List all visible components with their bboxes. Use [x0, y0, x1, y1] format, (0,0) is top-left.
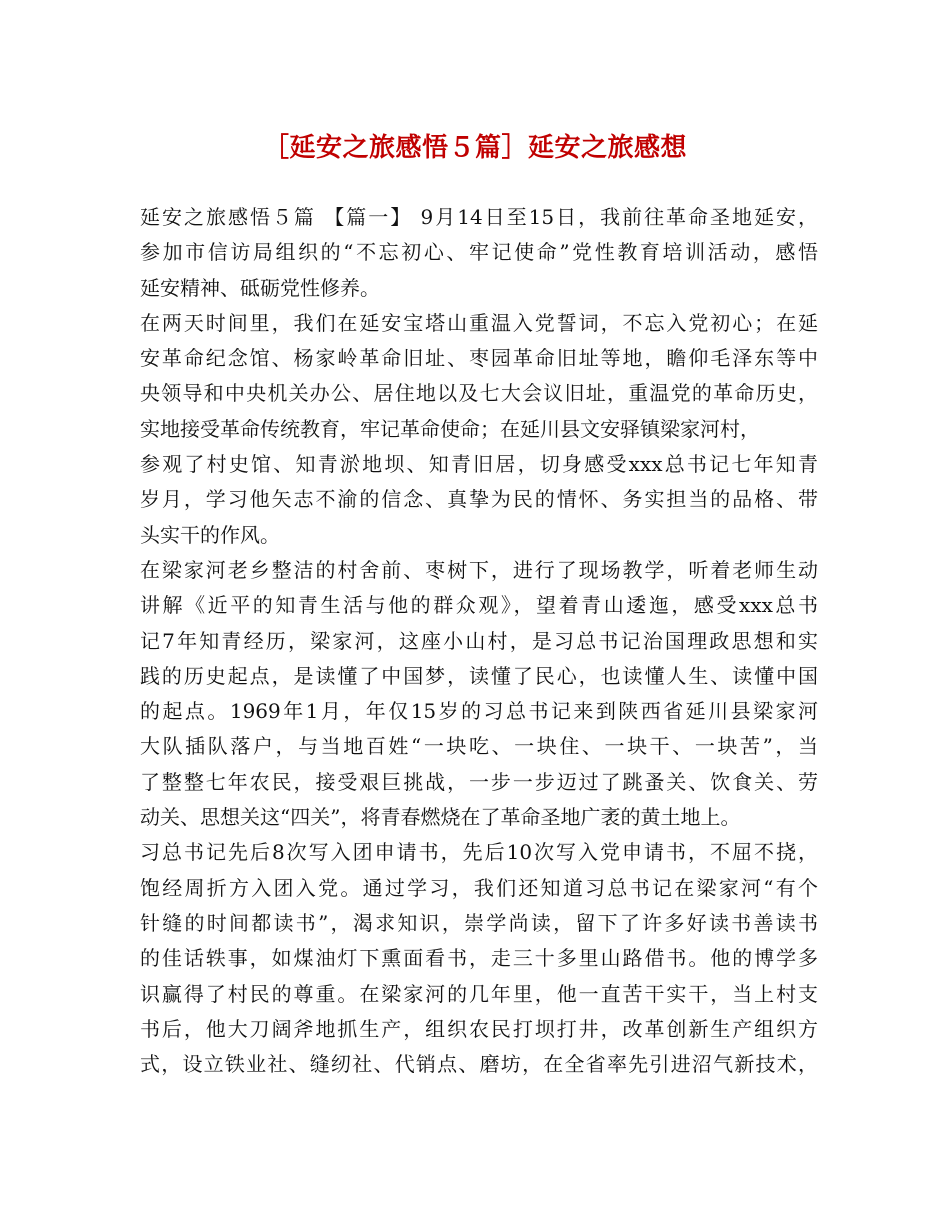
- text-line: 安革命纪念馆、杨家岭革命旧址、枣园革命旧址等地，瞻仰毛泽东等中: [140, 346, 818, 371]
- text-line: 大队插队落户，与当地百姓“一块吃、一块住、一块干、一块苦”，当: [140, 734, 818, 759]
- text-line: 的佳话轶事，如煤油灯下熏面看书，走三十多里山路借书。他的博学多: [140, 946, 818, 971]
- text-line: 了整整七年农民，接受艰巨挑战，一步一步迈过了跳蚤关、饮食关、劳: [140, 769, 818, 794]
- text-line: 动关、思想关这“四关”，将青春燃烧在了革命圣地广袤的黄土地上。: [140, 805, 741, 830]
- text-line: 饱经周折方入团入党。通过学习，我们还知道习总书记在梁家河“有个: [140, 875, 818, 900]
- text-line: 央领导和中央机关办公、居住地以及七大会议旧址，重温党的革命历史，: [140, 381, 818, 406]
- text-line: 岁月，学习他矢志不渝的信念、真挚为民的情怀、务实担当的品格、带: [140, 487, 818, 512]
- text-line: 实地接受革命传统教育，牢记革命使命；在延川县文安驿镇梁家河村，: [140, 416, 760, 441]
- text-line: 记7年知青经历，梁家河，这座小山村，是习总书记治国理政思想和实: [140, 628, 818, 653]
- text-line: 参观了村史馆、知青淤地坝、知青旧居，切身感受xxx总书记七年知青: [140, 452, 818, 477]
- text-line: 讲解《近平的知青生活与他的群众观》，望着青山逶迤，感受xxx总书: [140, 593, 818, 618]
- text-line: 参加市信访局组织的“不忘初心、牢记使命”党性教育培训活动，感悟: [140, 240, 818, 265]
- document-body: [140, 200, 818, 1082]
- text-line: 习总书记先后8次写入团申请书，先后10次写入党申请书，不屈不挠，: [140, 840, 818, 865]
- text-line: 针缝的时间都读书”，渴求知识，崇学尚读，留下了许多好读书善读书: [140, 910, 818, 935]
- text-line: 的起点。1969年1月，年仅15岁的习总书记来到陕西省延川县梁家河: [140, 699, 818, 724]
- text-line: 在两天时间里，我们在延安宝塔山重温入党誓词，不忘入党初心；在延: [140, 310, 818, 335]
- document-title: ［延安之旅感悟５篇］延安之旅感想: [262, 133, 687, 163]
- text-line: 在梁家河老乡整洁的村舍前、枣树下，进行了现场教学，听着老师生动: [140, 557, 818, 582]
- text-line: 式，设立铁业社、缝纫社、代销点、磨坊，在全省率先引进沼气新技术，: [140, 1052, 818, 1077]
- text-line: 延安精神、砥砺党性修养。: [140, 275, 380, 300]
- text-line: 识赢得了村民的尊重。在梁家河的几年里，他一直苦干实干，当上村支: [140, 981, 818, 1006]
- text-line: 书后，他大刀阔斧地抓生产，组织农民打坝打井，改革创新生产组织方: [140, 1016, 818, 1041]
- text-line: 践的历史起点，是读懂了中国梦，读懂了民心，也读懂人生、读懂中国: [140, 663, 818, 688]
- text-line: 延安之旅感悟５篇 【篇一】 9月14日至15日，我前往革命圣地延安，: [140, 205, 818, 229]
- text-line: 头实干的作风。: [140, 522, 280, 547]
